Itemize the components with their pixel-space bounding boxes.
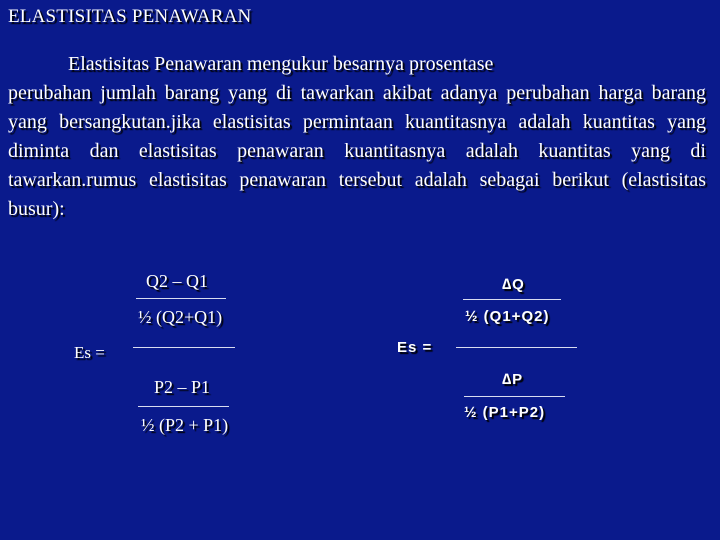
left-denominator-top: P2 – P1 xyxy=(154,377,211,397)
right-numerator-top: ∆Q xyxy=(502,276,525,293)
right-denominator-top: ∆P xyxy=(502,371,524,388)
paragraph-rest: perubahan jumlah barang yang di tawarkan akibat adanya perubahan harga barang yang bersangkutan.jika elastisitas permintaan kuantitasnya adalah kuantitas yang diminta dan elastisitas penawaran kuantitasnya adalah kuantitas yang di tawarkan.rumus elastisitas penawaran tersebut adalah sebagai berikut (elastisitas busur): xyxy=(8,82,706,220)
left-inner-fraction-line-bottom xyxy=(138,406,229,407)
right-main-fraction-line xyxy=(456,347,577,348)
left-numerator-top: Q2 – Q1 xyxy=(146,271,208,291)
left-es-label: Es = xyxy=(74,343,105,362)
right-denominator-bottom: ½ (P1+P2) xyxy=(464,404,546,421)
right-numerator-bottom: ½ (Q1+Q2) xyxy=(465,308,550,325)
left-denominator-bottom: ½ (P2 + P1) xyxy=(141,415,229,435)
right-inner-fraction-line-top xyxy=(463,299,561,300)
left-numerator-bottom: ½ (Q2+Q1) xyxy=(138,307,223,327)
left-inner-fraction-line-top xyxy=(136,298,226,299)
right-inner-fraction-line-bottom xyxy=(464,396,565,397)
right-es-label: Es = xyxy=(397,339,433,356)
left-main-fraction-line xyxy=(133,347,235,348)
paragraph-first-line: Elastisitas Penawaran mengukur besarnya prosentase xyxy=(68,53,494,75)
body-paragraph xyxy=(8,50,706,224)
slide-title: ELASTISITAS PENAWARAN xyxy=(8,6,252,27)
